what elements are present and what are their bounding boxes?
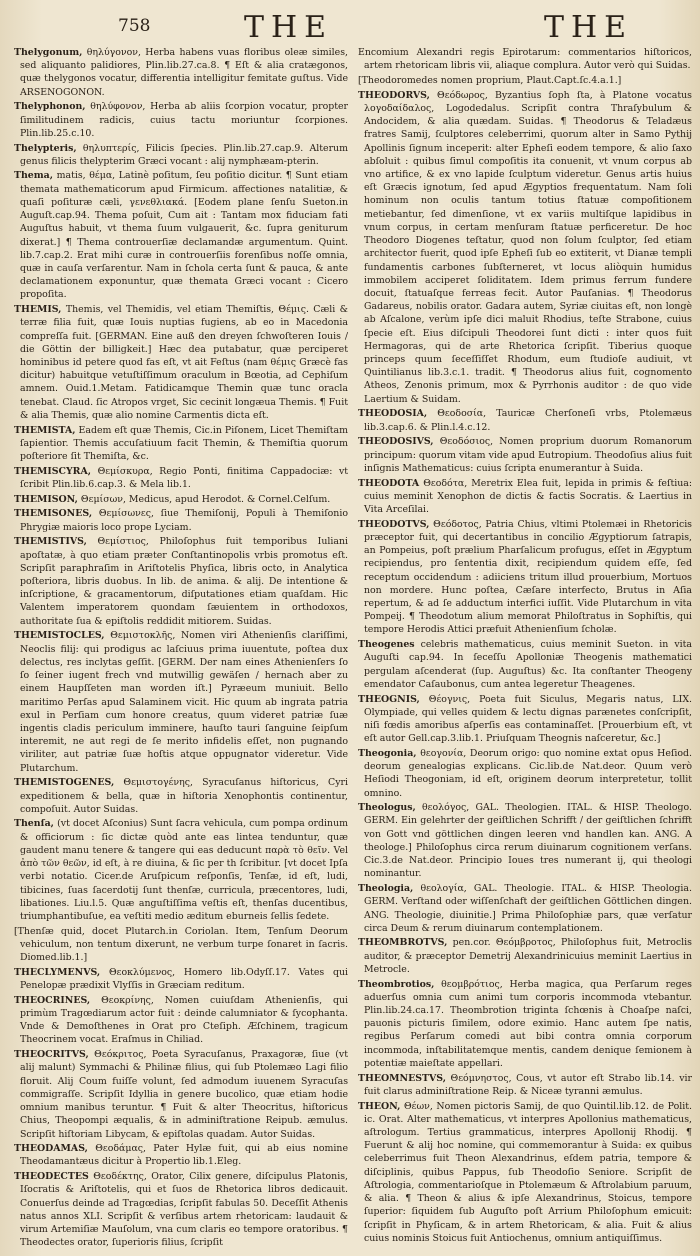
entry-headword: Theogonia, xyxy=(358,747,417,759)
entry-text: θεομβρότιος, Herba magica, qua Perſarum reges aduerſus omnia cum animi tum corporis incommoda vtebantur. Plin.lib.24.ca.17. Theombrotion triginta ſchœnis à Choaſpe naſci, pauonis picturis ſimilem, odore eximio. Hanc autem ſpe natis, regibus Perſarum comedi aut bibi contra omnia corporum incommoda, inſtabilitatemque mentis, candem denique ſemionem à potentiæ maieſtate appellari. xyxy=(364,978,692,1069)
dictionary-entry xyxy=(14,994,348,1047)
dictionary-entry xyxy=(358,638,692,691)
entry-text: matis, θέμα, Latinè poſitum, ſeu poſitio dicitur. ¶ Sunt etiam themata mathematicorum apud Firmicum. affectiones natalitiæ, & quaſi poſituræ cæli, γενεθλιακά. [Eodem plane ſenſu Sueton.in Auguſt.cap.94. Thema poſuit, Cum ait : Tantam mox fiduciam fati Auguſtus habuit, vt thema ſuum vulgauerit, &c. ſupra geniturum dixerat.] ¶ Thema controuerſiæ declamandæ argumentum. Quint. lib.7.cap.2. Erat mihi curæ in controuerſiis forenſibus noſſe omnia, quæ in cauſa verſarentur. Nam in ſchola certa ſunt & pauca, & ante declamationem exponuntur, quæ themata Græci vocant : Cicero propoſita. xyxy=(20,170,348,301)
left-column xyxy=(14,46,348,1251)
entry-headword: THEMISON, xyxy=(14,493,78,505)
entry-headword: THEODOSIA, xyxy=(358,408,428,420)
dictionary-entry xyxy=(14,925,348,965)
dictionary-entry xyxy=(14,424,348,464)
dictionary-entry xyxy=(14,169,348,301)
entry-text: Themis, vel Themidis, vel etiam Themiſtis, Θέμις. Cæli & terræ filia fuit, quæ Iouis nuptias fugiens, ab eo in Macedonia compreſſa fuit. [GERMAN. Eine auß den dreyen ſchwoſteren Iouis / die Göttin der billigkeit.] Hæc dea putabatur, quæ perciperet hominibus id petere quod fas eſt, vt ait Feſtus (nam θέμις Græcè fas dicitur) habuitque vetuſtiſſimum oraculum in Bœotia, ad Cephiſum amnem. Ouid.1.Metam. Fatidicamque Themin quæ tunc oracla tenebat. Claud. ſic Atropos vrget, Sic cecinit longæua Themis. ¶ Fuit & alia Themis, quæ alio nomine Carmentis dicta eſt. xyxy=(20,304,349,421)
entry-text: Θέογνις, Poeta fuit Siculus, Megaris natus, LIX. Olympiade, qui velles quidem & lectu dignas parænetes conſcripſit, niſi fœdis amoribus aſperſis eas contaminaſſet. [Prouerbium eſt, vt eſt autor Gell.cap.3.lib.1. Priuſquam Theognis naſceretur, &c.] xyxy=(364,693,692,745)
entry-text: Θεόκριτος, Poeta Syracuſanus, Praxagoræ, ſiue (vt alij malunt) Symmachi & Philinæ filius, qui ſub Ptolemæo Lagi filio floruit. Alij Coum fuiſſe volunt, ſed admodum iuuenem Syracuſas commigraſſe. Scripſit Idyllia in genere bucolico, quæ etiam hodie omnium manibus teruntur. ¶ Fuit & alter Theocritus, hiſtoricus Chius, Theopompi æqualis, & in adminiſtratione Reipub. æmulus. Scripſit hiſtoriam Libycam, & epiſtolas quadam. Autor Suidas. xyxy=(20,1049,348,1140)
entry-text: [Thenſæ quid, docet Plutarch.in Coriolan. Item, Tenſum Deorum vehiculum, non tentum dixerunt, ne verbum turpe ſonaret in ſacris. Diomed.lib.1.] xyxy=(14,925,348,964)
dictionary-entry xyxy=(14,1170,348,1249)
entry-text: Θεόδωρος, Byzantius ſoph ſta, à Platone vocatus λογοδαίδαλος, Logodedalus. Scripſit contra Thraſybulum & Andocidem, & alia quædam. Suidas. ¶ Theodorus & Teladæus fratres Samij, ſculptores celeberrimi, quorum alter in Samo Pythij Apollinis ſignum inceperit: alter Epheſi eodem tempore, & alio ſaxo abſoluit : quibus ſimul compoſitis ita conuenit, vt vnum corpus ab vno artifice, & ex vno lapide ſculptum videretur. Genus artis huius eſt Græcis ignotum, ſed apud Ægyptios frequentatum. Nam ſoli hominum non oculis tantum totius ſtatuæ compoſitionem metiebantur, ſed dimenſione, vt ex variis multiſque lapidibus in vnum corpus, in certam menſuram ſtatuæ perficeretur. De hoc Theodoro Diogenes teſtatur, quod non ſolum ſculptor, ſed etiam architector fuerit, quod ipſe Epheſi ſub eo extiterit, vt Dianæ templi fundamentis carbones ſubſterneret, vt locus aliòquin humidus immobilem acciperet ſoliditatem. Idem primus ferrum fundere docuit, ſtatuaſque ferreas fecit. Autor Pauſanias. ¶ Theodorus Gadareus, nobilis orator. Gadara autem, Syriæ ciuitas eſt, non longè ab Aſcalone, verùm ipſe dici maluit Rhodius, teſte Strabone, cuius ſpecie eſt. Eius diſcipuli Theodorei ſunt dicti : inter quos fuit Hermagoras, qui de arte Rhetorica ſcripſit. Tiberius quoque princeps quum ſeceſſiſſet Rhodum, eum ſtudioſe audiuit, vt Quintilianus lib.3.c.1. tradit. ¶ Theodorus alius fuit, cognomento Atheos, Zenonis primum, mox & Pyrrhonis auditor : de quo vide Laertium & Suidam. xyxy=(364,89,692,405)
dictionary-entry xyxy=(14,1048,348,1141)
dictionary-entry xyxy=(14,817,348,923)
entry-headword: THEODOTA xyxy=(358,477,420,489)
entry-headword: THEODAMAS, xyxy=(14,1143,88,1155)
entry-text: Θεοδέκτης, Orator, Cilix genere, diſcipulus Platonis, Iſocratis & Ariſtotelis, qui et ſuos de Rhetorica libros dedicauit. Conuerſus deinde ad Tragœdias, ſcripſit fabulas 50. Deceſſit Athenis natus annos XLI. Scripſit & verſibus artem rhetoricam: laudauit & virum Artemiſiæ Mauſolum, vna cum claris eo tempore oratoribus. ¶ Theodectes orator, ſuperioris filius, ſcripſit xyxy=(20,1171,348,1249)
dictionary-entry xyxy=(358,978,692,1071)
entry-text: Θεμίσων, Medicus, apud Herodot. & Cornel.Celſum. xyxy=(80,493,331,505)
entry-headword: THEMISTA, xyxy=(14,424,76,436)
dictionary-entry xyxy=(14,303,348,422)
dictionary-entry xyxy=(14,966,348,992)
entry-text: Θεμίσωνες, ſiue Themiſonij, Populi à Themiſonio Phrygiæ maioris loco prope Lyciam. xyxy=(20,508,348,533)
entry-headword: THEMIS, xyxy=(14,304,62,316)
page-number: 758 xyxy=(118,16,151,36)
entry-headword: THEODECTES xyxy=(14,1171,89,1183)
entry-headword: Thema, xyxy=(14,170,54,182)
dictionary-entry xyxy=(14,535,348,628)
dictionary-entry xyxy=(14,493,348,506)
entry-text: Θεμίστιος, Philoſophus fuit temporibus Iuliani apoſtatæ, à quo etiam præter Conſtantinopolis vrbis promotus eſt. Scripſit paraphraſim in Ariſtotelis Phyſica, libris octo, in Analytica poſteriora, libris duobus. In lib. de anima. & alij. De intentione & inſcriptione, & gracamentorum, diſputationes etiam quaſdam. Hic Valentem imperatorem quondam ſæuientem in orthodoxos, authoritate ſua & epiſtolis reddidit mitiorem. Suidas. xyxy=(20,536,348,627)
entry-headword: Thelyphonon, xyxy=(14,101,86,113)
dictionary-entry xyxy=(358,518,692,637)
dictionary-entry xyxy=(358,936,692,976)
two-column-body xyxy=(14,46,692,1251)
dictionary-entry xyxy=(358,882,692,935)
dictionary-entry xyxy=(14,776,348,816)
dictionary-entry xyxy=(14,465,348,491)
entry-headword: THEMISCYRA, xyxy=(14,465,91,477)
dictionary-entry xyxy=(358,1100,692,1245)
entry-headword: THEODORVS, xyxy=(358,89,430,101)
entry-headword: THEODOSIVS, xyxy=(358,436,434,448)
entry-headword: Theologus, xyxy=(358,802,416,814)
entry-text: θηλύφονον, Herba ab aliis ſcorpion vocatur, propter ſimilitudinem radicis, cuius tactu moriuntur ſcorpiones. Plin.lib.25.c.10. xyxy=(20,101,349,139)
entry-text: Θεοδότα, Meretrix Elea fuit, lepida in primis & feſtiua: cuius meminit Xenophon de dictis & factis Socratis. & Laertius in Vita Arceſilai. xyxy=(364,477,693,515)
entry-text: Θεμιστοκλῆς, Nomen viri Athenienſis clariſſimi, Neoclis filij: qui prodigus ac laſciuus prima iuuentute, poſtea dux delectus, res inclytas geſſit. [GERM. Der nam eines Athenienſers ſo ſo ſeiner iugent frech vnd mutwillig gewäſen / hernach aber zu einem Haupſſeten man worden iſt.] Pyræeum muniuit. Bello maritimo Perſas apud Salaminem vicit. Hic quum ab ingrata patria exul in Perſiam cum honore creatus, quum videret patriæ ſuæ ingentis cladis periculum imminere, hauſto tauri ſanguine ſeipſum interemit, ne aut regi de ſe merito infidelis eſſet, non pugnando viriliter, aut patriæ ſuæ hoſtis atque oppugnator videretur. Vide Plutarchum. xyxy=(20,630,348,774)
dictionary-entry xyxy=(14,629,348,774)
entry-text: Θεμιστογένης, Syracuſanus hiſtoricus, Cyri expeditionem & bella, quæ in hiſtoria Xenophontis continentur, compoſuit. Autor Suidas. xyxy=(20,777,348,815)
dictionary-entry xyxy=(358,693,692,746)
entry-text: Θέων, Nomen pictoris Samij, de quo Quintil.lib.12. de Polit. ic. Orat. Alter mathematicus, vt interpres Apollonius mathematicus, aſtrologum. Tertius grammaticus, interpres Apollonij Rhodij. ¶ Fuerunt & alij hoc nomine, qui commemorantur à Suida: ex quibus celeberrimus fuit Theon Alexandrinus, eſdem patria, tempore & diſciplinis, quibus Pappus, ſub Theodoſio Seniore. Scripſit de Aſtrologia, commentarioſque in Ptolemæum & Aſtrolabium paruum, & alia. ¶ Theon & alius & ipſe Alexandrinus, Stoicus, tempore ſuperior: ſiquidem ſub Auguſto poſt Arrium Philoſophum emicuit: ſcripſit in Phyſicam, & in artem Rhetoricam, & alia. Fuit & alius cuius nominis Stoicus fuit Antiochenus, omnium antiquiſſimus. xyxy=(364,1100,692,1244)
dictionary-entry xyxy=(358,747,692,800)
dictionary-entry xyxy=(14,46,348,99)
entry-headword: Theogenes xyxy=(358,639,415,651)
entry-text: Θεόδοτος, Patria Chius, vltimi Ptolemæi in Rhetoricis præceptor fuit, qui decertantibus in concilio Ægyptiorum ſatrapis, an Pompeius, poſt prælium Pharſalicum profugus, eſſet in Ægyptum recipiendus, pro ſententia dixit, recipiendum quidem eſſe, ſed receptum occidendum : adiiciens tritum illud prouerbium, Mortuos non mordere. Hunc poſtea, Cæſare interfecto, Brutus in Aſia repertum, & ad ſe adductum interfici iuſſit. Vide Plutarchum in vita Pompeij. ¶ Theodotum alium memorat Philoſtratus in Sophiſtis, qui tempore Herodis Attici præfuit Athenienſium ſcholæ. xyxy=(364,518,692,636)
entry-headword: Thelygonum, xyxy=(14,47,83,58)
entry-text: Θεοδόσιος, Nomen proprium duorum Romanorum principum: quorum vitam vide apud Eutropium. Theodoſius alius fuit inſignis Mathematicus: cuius ſcripta enumerantur à Suida. xyxy=(364,436,692,474)
entry-text: Eadem eſt quæ Themis, Cic.in Piſonem, Licet Themiſtam ſapientior. Themis accuſatiuum facit Themin, & Themiſtia quorum poſteriore ſit Themiſta, &c. xyxy=(20,424,349,463)
entry-text: Θεοδοσία, Tauricæ Cherſoneſi vrbs, Ptolemæus lib.3.cap.6. & Plin.l.4.c.12. xyxy=(364,408,692,433)
entry-text: Θεοδάμας, Pater Hylæ fuit, qui ab eius nomine Theodamantæus dicitur à Propertio lib.1.Eleg. xyxy=(20,1143,349,1168)
dictionary-entry xyxy=(14,100,348,140)
page-header xyxy=(14,6,692,46)
entry-text: [Theodoromedes nomen proprium, Plaut.Capt.ſc.4.a.1.] xyxy=(358,74,622,86)
entry-headword: THEMISTOCLES, xyxy=(14,630,105,642)
entry-headword: THECLYMENVS, xyxy=(14,966,101,978)
dictionary-entry xyxy=(14,1142,348,1168)
dictionary-entry xyxy=(358,407,692,433)
dictionary-entry xyxy=(358,801,692,880)
entry-text: Θεοκρίνης, Nomen cuiuſdam Athenienſis, qui primùm Tragœdiarum actor fuit : deinde calumniator & ſycophanta. Vnde & Demoſthenes in Orat pro Cteſiph. Æſchinem, tragicum Theocrinem vocat. Eraſmus in Chiliad. xyxy=(20,994,348,1046)
entry-headword: Thelypteris, xyxy=(14,142,77,154)
entry-headword: THEOGNIS, xyxy=(358,693,420,705)
dictionary-entry xyxy=(358,46,692,72)
dictionary-entry xyxy=(358,477,692,517)
entry-text: (vt docet Aſconius) Sunt ſacra vehicula, cum pompa ordinum & officiorum : ſic dictæ quòd ante eas lintea tenduntur, quæ gaudent manu tenere & tangere qui eas deducunt παρὰ τὸ θεῖν. Vel ἀπὸ τῶν θεῶν, id eſt, à re diuina, & ſic per th ſcribitur. [vt docet Ipſa verbi notatio. Cicer.de Aruſpicum reſponſis, Tenſæ, id eſt, ludi, tibicines, ſuas ſacerdotij ſunt thenſæ, curricula, præcentores, ludi, libationes. Liu.l.5. Quæ anguſtiſſima veſtis eſt, thenſas ducentibus, triumphantibuſue, ea veſtiti medio æditum eburneis ſellis ſedete. xyxy=(20,818,348,922)
dictionary-entry xyxy=(358,89,692,406)
entry-headword: THEON, xyxy=(358,1100,401,1112)
entry-text: pen.cor. Θεόμβροτος, Philoſophus fuit, Metroclis auditor, & præceptor Demetrij Alexandrinicuius meminit Laertius in Metrocle. xyxy=(364,937,692,975)
entry-headword: THEMISONES, xyxy=(14,508,93,520)
entry-text: Θεμίσκυρα, Regio Ponti, finitima Cappadociæ: vt ſcribit Plin.lib.6.cap.3. & Mela lib.1. xyxy=(20,465,349,490)
entry-headword: THEMISTOGENES, xyxy=(14,777,115,789)
dictionary-entry xyxy=(358,1072,692,1098)
entry-headword: THEOMBROTVS, xyxy=(358,937,448,949)
entry-headword: THEODOTVS, xyxy=(358,518,430,530)
entry-text: Θεόμνηστος, Cous, vt autor eſt Strabo lib.14. vir fuit clarus adminiſtratione Reip. & Niceæ tyranni æmulus. xyxy=(364,1072,692,1097)
entry-text: θεογονία, Deorum origo: quo nomine extat opus Heſiod. deorum genealogias explicans. Cic.lib.de Nat.deor. Quum verò Heſiodi Theogoniam, id eſt, originem deorum interpretetur, tollit omnino. xyxy=(364,747,692,799)
entry-headword: THEOMNESTVS, xyxy=(358,1072,446,1084)
entry-text: Θεοκλύμενος, Homero lib.Odyſſ.17. Vates qui Penelopæ prædixit Vlyſſis in Græciam reditum. xyxy=(20,966,348,992)
running-head-right: THE xyxy=(544,10,634,45)
dictionary-entry xyxy=(358,435,692,475)
dictionary-entry xyxy=(14,142,348,168)
entry-text: θεολογία, GAL. Theologie. ITAL. & HISP. Theologia. GERM. Verſtand oder wiſſenſchaft der geiſtlichen Göttlichen dingen. ANG. Theologie, diuinitie.] Prima Philoſophiæ pars, quæ verſatur circa Deum & rerum diuinarum contemplationem. xyxy=(364,883,693,934)
dictionary-entry xyxy=(358,74,692,87)
entry-headword: Theologia, xyxy=(358,883,414,895)
entry-text: Encomium Alexandri regis Epirotarum: commentarios hiſtoricos, artem rhetoricam libris vii, aliaque complura. Autor verò qui Suidas. xyxy=(358,47,692,72)
entry-headword: THEMISTIVS, xyxy=(14,536,87,548)
entry-text: θηλύγονον, Herba habens vuas floribus oleæ similes, sed aliquanto palidiores, Plin.lib.27.ca.8. ¶ Eſt & alia cratægonos, quæ thelygonos vocatur, differentia intelligitur femitate guſtus. Vide ARSENOGONON. xyxy=(20,47,348,98)
entry-headword: THEOCRINES, xyxy=(14,994,91,1006)
entry-text: θεολόγος, GAL. Theologien. ITAL. & HISP. Theologo. GERM. Ein gelehrter der geiſtlichen Schrifft / der geiſtlichen ſchrifft von Gott vnd göttlichen dingen leeren vnd handlen kan. ANG. A theologe.] Philoſophus circa rerum diuinarum cognitionem verſans. Cic.3.de Nat.deor. Principio Ioues tres numerant ij, qui theologi nominantur. xyxy=(364,802,692,880)
entry-text: θηλυπτερίς, Filicis ſpecies. Plin.lib.27.cap.9. Alterum genus filicis thelypterim Græci vocant : alij nymphæam-pterin. xyxy=(20,142,348,167)
entry-headword: Theombrotios, xyxy=(358,978,435,990)
entry-text: celebris mathematicus, cuius meminit Sueton. in vita Auguſti cap.94. In ſeceſſu Apolloniæ Theogenis mathematici pergulam aſcenderat (ſup. Auguſtus) &c. Ita conſtanter Theogeny emendator Caſaubonus, cum antea legeretur Theagenes. xyxy=(364,639,692,690)
running-head-left: THE xyxy=(244,10,334,45)
entry-headword: Thenſa, xyxy=(14,818,54,830)
right-column xyxy=(358,46,692,1251)
entry-headword: THEOCRITVS, xyxy=(14,1049,89,1061)
dictionary-entry xyxy=(14,507,348,533)
